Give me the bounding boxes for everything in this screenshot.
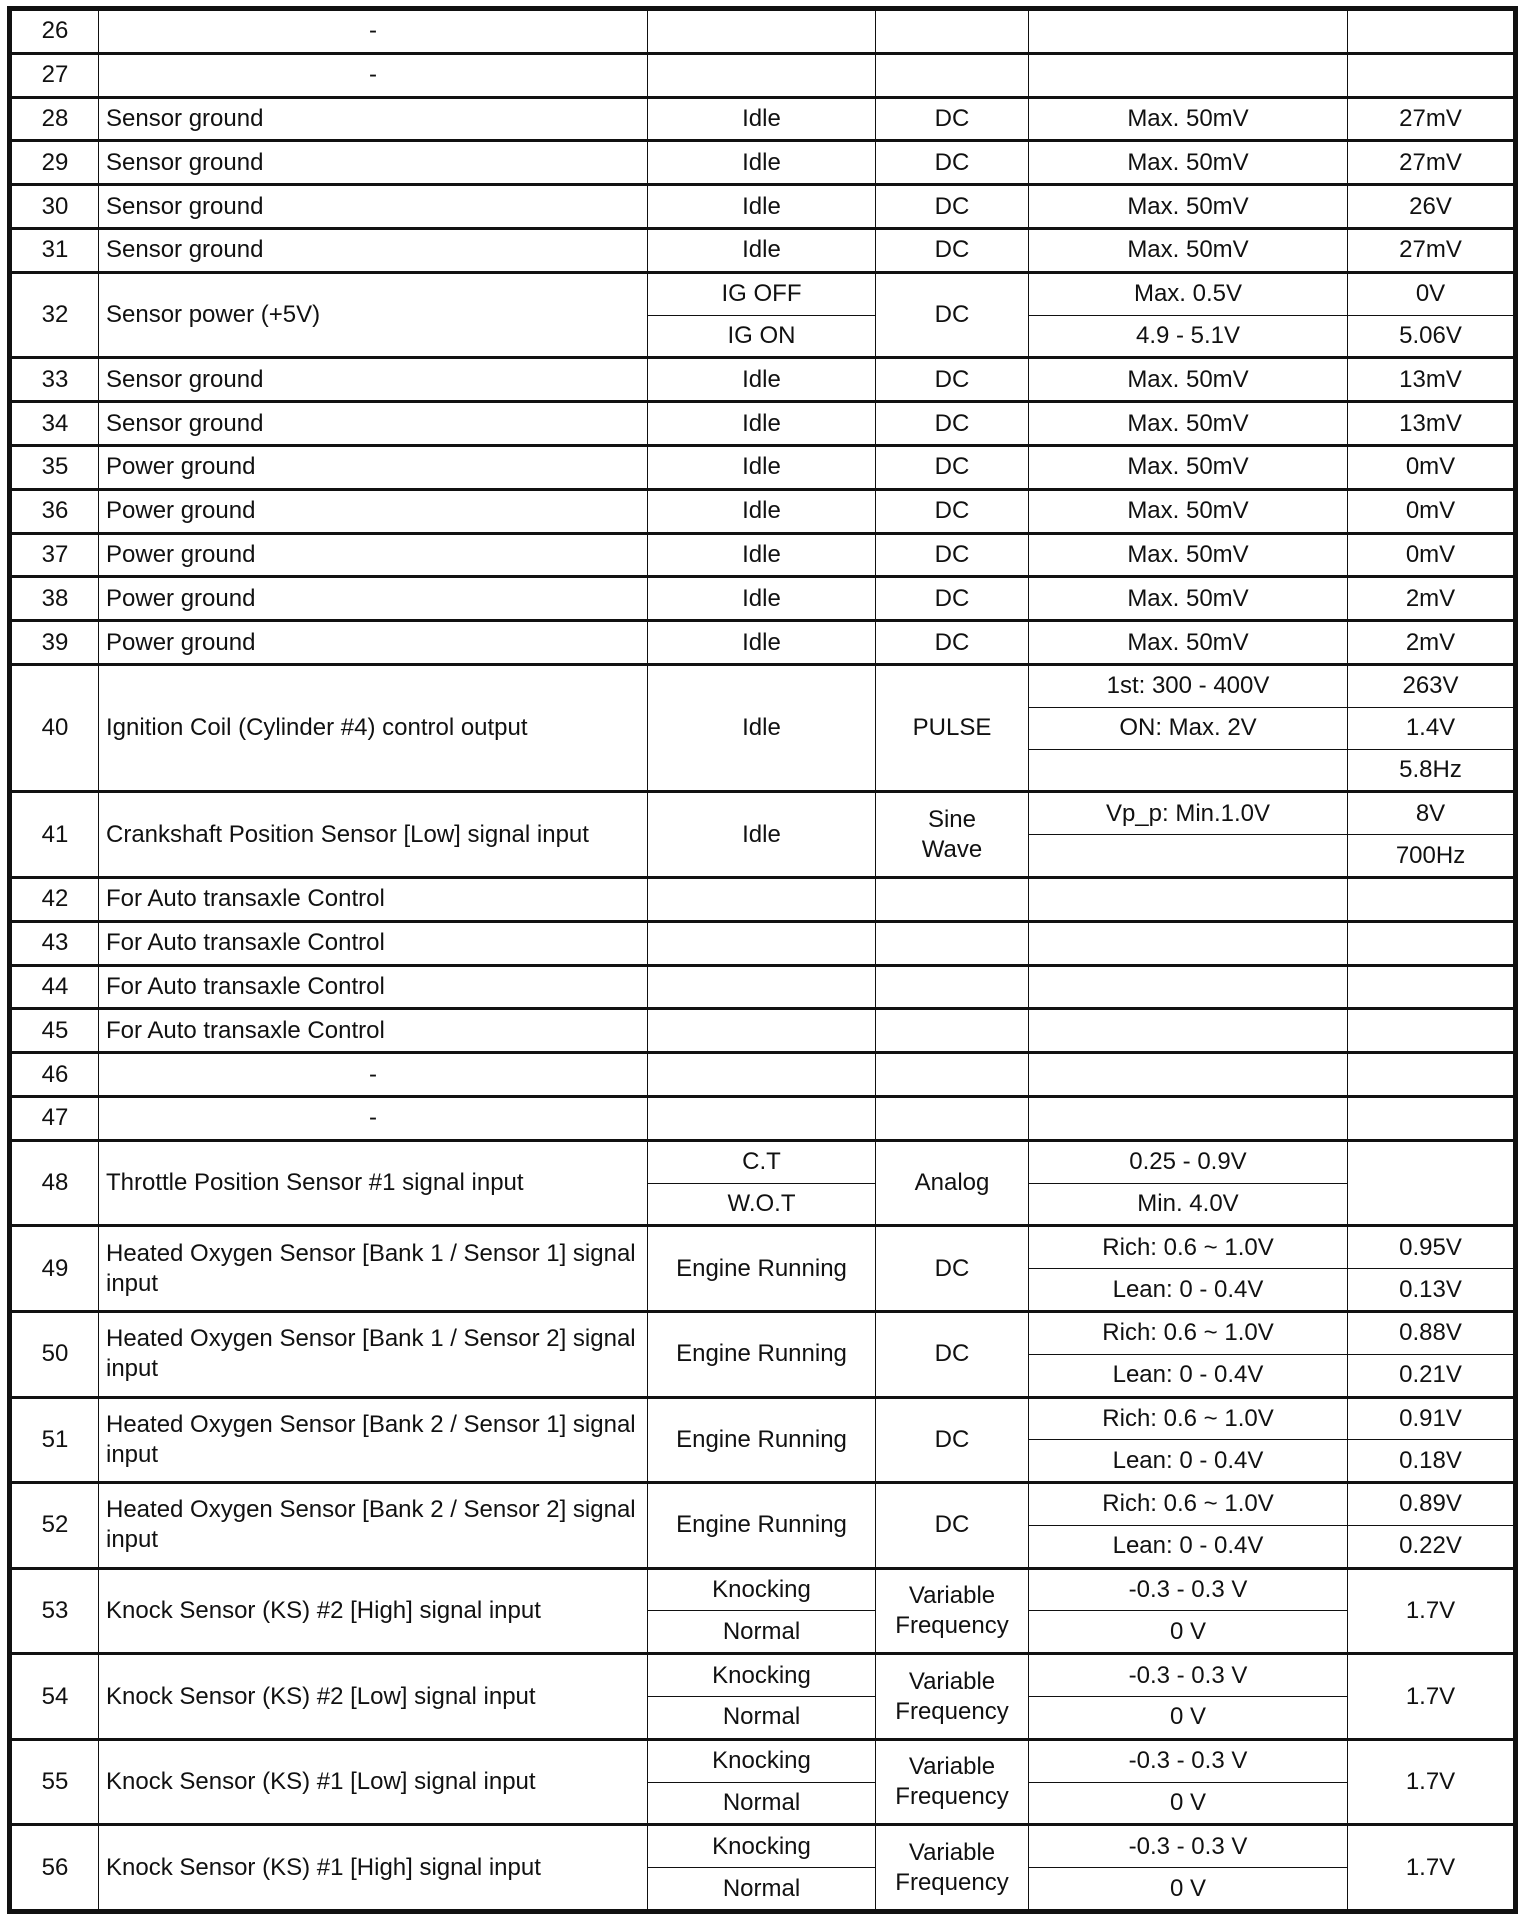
table-row [10, 577, 1516, 621]
spec-value-cell: Max. 50mV [1029, 533, 1348, 577]
condition-cell [648, 921, 876, 965]
spec-value-cell: Max. 50mV [1029, 97, 1348, 141]
spec-value-cell: Max. 50mV [1029, 141, 1348, 185]
condition-cell: Idle [648, 577, 876, 621]
condition-cell: Knocking [648, 1825, 876, 1868]
table-row [10, 1568, 1516, 1611]
pin-number: 31 [10, 228, 99, 272]
pin-description: Heated Oxygen Sensor [Bank 1 / Sensor 1] signal input [99, 1226, 648, 1312]
condition-cell: Normal [648, 1868, 876, 1912]
pin-number: 44 [10, 965, 99, 1009]
spec-value-cell: Lean: 0 - 0.4V [1029, 1525, 1348, 1568]
test-result-cell: 5.06V [1348, 315, 1516, 358]
pin-number: 34 [10, 402, 99, 446]
condition-cell: Knocking [648, 1654, 876, 1697]
condition-cell: Engine Running [648, 1226, 876, 1312]
pin-number: 47 [10, 1096, 99, 1140]
spec-value-cell: -0.3 - 0.3 V [1029, 1654, 1348, 1697]
test-result-cell: 1.7V [1348, 1825, 1516, 1912]
pin-description: Crankshaft Position Sensor [Low] signal input [99, 792, 648, 878]
condition-cell: Idle [648, 185, 876, 229]
pin-description: Ignition Coil (Cylinder #4) control output [99, 664, 648, 791]
spec-value-cell: 0 V [1029, 1611, 1348, 1654]
signal-type-cell [876, 1009, 1029, 1053]
test-result-cell: 0V [1348, 272, 1516, 315]
signal-type-cell: DC [876, 402, 1029, 446]
pin-number: 40 [10, 664, 99, 791]
pin-description: - [99, 1053, 648, 1097]
test-result-cell: 0.95V [1348, 1226, 1516, 1269]
signal-type-cell: DC [876, 1397, 1029, 1483]
condition-cell [648, 877, 876, 921]
signal-type-cell: Analog [876, 1140, 1029, 1226]
spec-value-cell: Rich: 0.6 ~ 1.0V [1029, 1226, 1348, 1269]
test-result-cell [1348, 1140, 1516, 1226]
signal-type-cell: DC [876, 272, 1029, 358]
pin-description: Sensor ground [99, 402, 648, 446]
condition-cell: Idle [648, 358, 876, 402]
test-result-cell: 1.7V [1348, 1654, 1516, 1740]
test-result-cell: 0.18V [1348, 1440, 1516, 1483]
test-result-cell: 2mV [1348, 621, 1516, 665]
test-result-cell: 0.21V [1348, 1354, 1516, 1397]
spec-value-cell: Rich: 0.6 ~ 1.0V [1029, 1397, 1348, 1440]
signal-type-cell [876, 1053, 1029, 1097]
table-row [10, 272, 1516, 315]
table-row [10, 445, 1516, 489]
pin-number: 56 [10, 1825, 99, 1912]
table-row [10, 1053, 1516, 1097]
pin-number: 45 [10, 1009, 99, 1053]
spec-value-cell: 0 V [1029, 1868, 1348, 1912]
table-row [10, 921, 1516, 965]
condition-cell: Idle [648, 489, 876, 533]
signal-type-cell [876, 53, 1029, 97]
pin-description: Knock Sensor (KS) #1 [Low] signal input [99, 1739, 648, 1825]
signal-type-cell: DC [876, 185, 1029, 229]
pin-number: 54 [10, 1654, 99, 1740]
table-row [10, 664, 1516, 707]
table-row [10, 358, 1516, 402]
signal-type-cell [876, 965, 1029, 1009]
signal-type-cell: DC [876, 533, 1029, 577]
pin-number: 28 [10, 97, 99, 141]
test-result-cell [1348, 1096, 1516, 1140]
test-result-cell: 13mV [1348, 358, 1516, 402]
table-row [10, 1483, 1516, 1526]
spec-value-cell: -0.3 - 0.3 V [1029, 1568, 1348, 1611]
signal-type-cell: Sine Wave [876, 792, 1029, 878]
signal-type-cell: DC [876, 621, 1029, 665]
test-result-cell: 0.91V [1348, 1397, 1516, 1440]
signal-type-cell [876, 1096, 1029, 1140]
pin-description: - [99, 53, 648, 97]
spec-value-cell: -0.3 - 0.3 V [1029, 1739, 1348, 1782]
pin-table-body [10, 9, 1516, 1912]
spec-value-cell: Max. 50mV [1029, 358, 1348, 402]
spec-value-cell [1029, 1053, 1348, 1097]
spec-value-cell: 1st: 300 - 400V [1029, 664, 1348, 707]
signal-type-cell: DC [876, 489, 1029, 533]
condition-cell: Engine Running [648, 1397, 876, 1483]
signal-type-cell: Variable Frequency [876, 1654, 1029, 1740]
table-row [10, 621, 1516, 665]
spec-value-cell [1029, 1096, 1348, 1140]
test-result-cell: 2mV [1348, 577, 1516, 621]
pin-number: 30 [10, 185, 99, 229]
pin-description: Power ground [99, 489, 648, 533]
pin-number: 51 [10, 1397, 99, 1483]
condition-cell: Knocking [648, 1568, 876, 1611]
test-result-cell: 5.8Hz [1348, 749, 1516, 792]
signal-type-cell [876, 9, 1029, 54]
pin-number: 36 [10, 489, 99, 533]
table-row [10, 792, 1516, 835]
signal-type-cell [876, 877, 1029, 921]
condition-cell [648, 1096, 876, 1140]
test-result-cell: 27mV [1348, 228, 1516, 272]
condition-cell: Idle [648, 402, 876, 446]
spec-value-cell: Lean: 0 - 0.4V [1029, 1354, 1348, 1397]
table-row [10, 1739, 1516, 1782]
test-result-cell [1348, 921, 1516, 965]
pin-description: - [99, 1096, 648, 1140]
test-result-cell [1348, 1053, 1516, 1097]
spec-value-cell: 0.25 - 0.9V [1029, 1140, 1348, 1183]
signal-type-cell: DC [876, 97, 1029, 141]
condition-cell: Normal [648, 1611, 876, 1654]
condition-cell: Idle [648, 141, 876, 185]
test-result-cell: 0.88V [1348, 1311, 1516, 1354]
test-result-cell: 700Hz [1348, 835, 1516, 878]
table-row [10, 228, 1516, 272]
signal-type-cell: PULSE [876, 664, 1029, 791]
table-row [10, 1397, 1516, 1440]
condition-cell: W.O.T [648, 1183, 876, 1226]
test-result-cell [1348, 965, 1516, 1009]
pin-description: Sensor power (+5V) [99, 272, 648, 358]
pin-description: Sensor ground [99, 185, 648, 229]
pin-description: Power ground [99, 445, 648, 489]
spec-value-cell: 0 V [1029, 1782, 1348, 1825]
spec-value-cell: Max. 0.5V [1029, 272, 1348, 315]
spec-value-cell: Max. 50mV [1029, 489, 1348, 533]
spec-value-cell: Rich: 0.6 ~ 1.0V [1029, 1311, 1348, 1354]
table-row [10, 1096, 1516, 1140]
pin-number: 49 [10, 1226, 99, 1312]
condition-cell: C.T [648, 1140, 876, 1183]
table-row [10, 1140, 1516, 1183]
spec-value-cell [1029, 9, 1348, 54]
signal-type-cell: Variable Frequency [876, 1568, 1029, 1654]
table-row [10, 185, 1516, 229]
pin-description: For Auto transaxle Control [99, 965, 648, 1009]
pin-description: - [99, 9, 648, 54]
signal-type-cell: DC [876, 445, 1029, 489]
signal-type-cell: Variable Frequency [876, 1739, 1029, 1825]
table-row [10, 533, 1516, 577]
spec-value-cell [1029, 965, 1348, 1009]
spec-value-cell [1029, 749, 1348, 792]
condition-cell: Engine Running [648, 1483, 876, 1569]
table-row [10, 1654, 1516, 1697]
table-row [10, 1226, 1516, 1269]
pin-number: 35 [10, 445, 99, 489]
table-row [10, 141, 1516, 185]
test-result-cell [1348, 53, 1516, 97]
pin-number: 33 [10, 358, 99, 402]
test-result-cell: 263V [1348, 664, 1516, 707]
test-result-cell: 1.7V [1348, 1739, 1516, 1825]
table-row [10, 9, 1516, 54]
pin-number: 26 [10, 9, 99, 54]
test-result-cell: 8V [1348, 792, 1516, 835]
spec-value-cell: Max. 50mV [1029, 228, 1348, 272]
test-result-cell: 27mV [1348, 141, 1516, 185]
condition-cell: Idle [648, 97, 876, 141]
pin-number: 50 [10, 1311, 99, 1397]
condition-cell: IG OFF [648, 272, 876, 315]
condition-cell: Idle [648, 228, 876, 272]
pin-number: 53 [10, 1568, 99, 1654]
test-result-cell: 0mV [1348, 533, 1516, 577]
test-result-cell: 0.13V [1348, 1269, 1516, 1312]
table-row [10, 877, 1516, 921]
condition-cell [648, 1009, 876, 1053]
table-row [10, 489, 1516, 533]
table-row [10, 1009, 1516, 1053]
test-result-cell: 0mV [1348, 445, 1516, 489]
spec-value-cell: Lean: 0 - 0.4V [1029, 1269, 1348, 1312]
spec-value-cell [1029, 835, 1348, 878]
table-row [10, 1311, 1516, 1354]
condition-cell [648, 9, 876, 54]
spec-value-cell: Lean: 0 - 0.4V [1029, 1440, 1348, 1483]
pin-number: 37 [10, 533, 99, 577]
pin-description: Sensor ground [99, 228, 648, 272]
table-row [10, 402, 1516, 446]
pin-number: 38 [10, 577, 99, 621]
test-result-cell [1348, 9, 1516, 54]
spec-value-cell: Rich: 0.6 ~ 1.0V [1029, 1483, 1348, 1526]
pin-description: Throttle Position Sensor #1 signal input [99, 1140, 648, 1226]
spec-value-cell: Max. 50mV [1029, 621, 1348, 665]
pin-number: 42 [10, 877, 99, 921]
pin-description: Power ground [99, 577, 648, 621]
pin-description: Heated Oxygen Sensor [Bank 1 / Sensor 2] signal input [99, 1311, 648, 1397]
spec-value-cell: Max. 50mV [1029, 577, 1348, 621]
condition-cell [648, 1053, 876, 1097]
pin-description: Heated Oxygen Sensor [Bank 2 / Sensor 1] signal input [99, 1397, 648, 1483]
signal-type-cell: DC [876, 228, 1029, 272]
spec-value-cell: Max. 50mV [1029, 185, 1348, 229]
signal-type-cell: DC [876, 141, 1029, 185]
pin-description: Knock Sensor (KS) #1 [High] signal input [99, 1825, 648, 1912]
pin-number: 46 [10, 1053, 99, 1097]
signal-type-cell: DC [876, 1483, 1029, 1569]
signal-type-cell: DC [876, 1311, 1029, 1397]
spec-value-cell: 0 V [1029, 1697, 1348, 1740]
condition-cell: Idle [648, 792, 876, 878]
test-result-cell: 27mV [1348, 97, 1516, 141]
pin-description: Knock Sensor (KS) #2 [High] signal input [99, 1568, 648, 1654]
pin-number: 43 [10, 921, 99, 965]
condition-cell [648, 53, 876, 97]
condition-cell: Knocking [648, 1739, 876, 1782]
spec-value-cell [1029, 921, 1348, 965]
signal-type-cell: DC [876, 358, 1029, 402]
test-result-cell: 1.7V [1348, 1568, 1516, 1654]
pin-description: For Auto transaxle Control [99, 877, 648, 921]
test-result-cell [1348, 877, 1516, 921]
spec-value-cell [1029, 53, 1348, 97]
condition-cell [648, 965, 876, 1009]
spec-value-cell: Max. 50mV [1029, 445, 1348, 489]
spec-value-cell: Vp_p: Min.1.0V [1029, 792, 1348, 835]
spec-value-cell [1029, 1009, 1348, 1053]
pin-test-table [7, 6, 1518, 1914]
table-row [10, 1825, 1516, 1868]
condition-cell: Idle [648, 445, 876, 489]
table-row [10, 965, 1516, 1009]
condition-cell: Engine Running [648, 1311, 876, 1397]
test-result-cell: 1.4V [1348, 707, 1516, 749]
test-result-cell: 26V [1348, 185, 1516, 229]
spec-value-cell: 4.9 - 5.1V [1029, 315, 1348, 358]
pin-number: 29 [10, 141, 99, 185]
pin-number: 41 [10, 792, 99, 878]
condition-cell: IG ON [648, 315, 876, 358]
pin-description: For Auto transaxle Control [99, 921, 648, 965]
spec-value-cell: -0.3 - 0.3 V [1029, 1825, 1348, 1868]
pin-description: Sensor ground [99, 97, 648, 141]
pin-description: For Auto transaxle Control [99, 1009, 648, 1053]
pin-description: Power ground [99, 533, 648, 577]
signal-type-cell: Variable Frequency [876, 1825, 1029, 1912]
signal-type-cell: DC [876, 577, 1029, 621]
pin-number: 55 [10, 1739, 99, 1825]
test-result-cell [1348, 1009, 1516, 1053]
pin-description: Power ground [99, 621, 648, 665]
pin-number: 48 [10, 1140, 99, 1226]
test-result-cell: 0.22V [1348, 1525, 1516, 1568]
spec-value-cell: Max. 50mV [1029, 402, 1348, 446]
test-result-cell: 13mV [1348, 402, 1516, 446]
condition-cell: Idle [648, 664, 876, 791]
pin-number: 52 [10, 1483, 99, 1569]
condition-cell: Normal [648, 1697, 876, 1740]
pin-description: Heated Oxygen Sensor [Bank 2 / Sensor 2] signal input [99, 1483, 648, 1569]
spec-value-cell: Min. 4.0V [1029, 1183, 1348, 1226]
spec-value-cell: ON: Max. 2V [1029, 707, 1348, 749]
spec-value-cell [1029, 877, 1348, 921]
pin-description: Sensor ground [99, 141, 648, 185]
condition-cell: Normal [648, 1782, 876, 1825]
pin-description: Sensor ground [99, 358, 648, 402]
table-row [10, 53, 1516, 97]
pin-number: 27 [10, 53, 99, 97]
condition-cell: Idle [648, 533, 876, 577]
signal-type-cell [876, 921, 1029, 965]
pin-number: 39 [10, 621, 99, 665]
condition-cell: Idle [648, 621, 876, 665]
table-row [10, 97, 1516, 141]
signal-type-cell: DC [876, 1226, 1029, 1312]
test-result-cell: 0.89V [1348, 1483, 1516, 1526]
pin-description: Knock Sensor (KS) #2 [Low] signal input [99, 1654, 648, 1740]
pin-number: 32 [10, 272, 99, 358]
test-result-cell: 0mV [1348, 489, 1516, 533]
